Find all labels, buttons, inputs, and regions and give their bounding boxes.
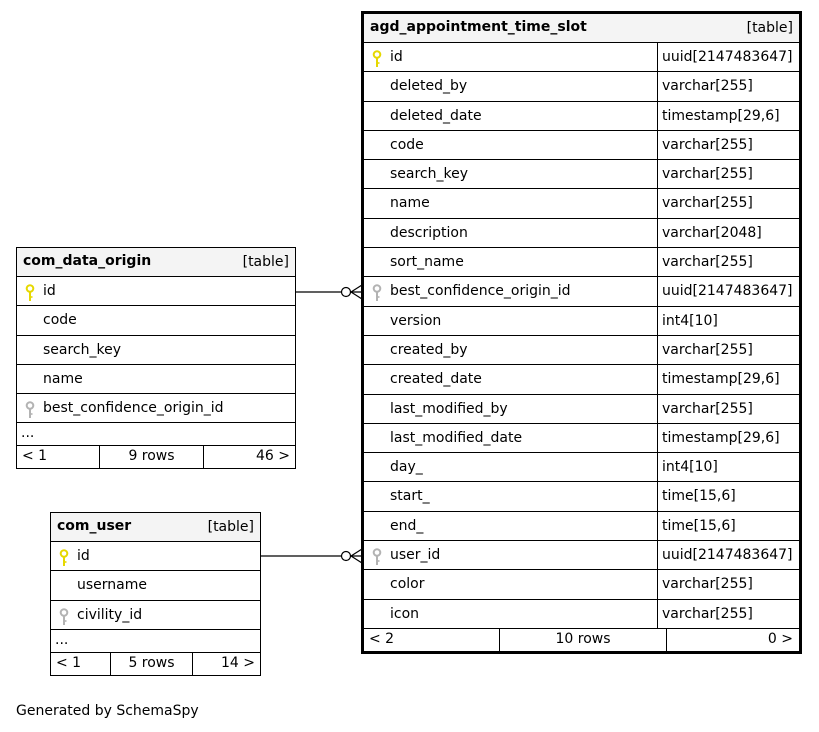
column-name: name (43, 370, 83, 387)
table-footer (364, 629, 799, 651)
column-name: last_modified_date (390, 429, 523, 446)
column-row[interactable] (364, 219, 799, 248)
column-row[interactable] (17, 394, 295, 423)
footer-children: 14 > (221, 654, 255, 671)
foreign-key-icon (25, 401, 35, 419)
column-type: varchar[255] (662, 166, 753, 183)
column-type: varchar[2048] (662, 224, 762, 241)
column-row[interactable] (364, 43, 799, 72)
relation-data-origin (296, 285, 362, 299)
column-name: description (390, 224, 468, 241)
column-name: name (390, 195, 430, 212)
column-name: best_confidence_origin_id (390, 283, 571, 300)
column-type: time[15,6] (662, 488, 736, 505)
column-name: deleted_by (390, 78, 468, 95)
column-name: code (390, 136, 424, 153)
column-name: sort_name (390, 254, 464, 271)
footer-parents: < 1 (22, 448, 48, 465)
column-name: created_by (390, 341, 468, 358)
table-kind: [table] (242, 254, 289, 270)
generator-credit: Generated by SchemaSpy (16, 703, 199, 719)
column-name: created_date (390, 371, 482, 388)
column-row[interactable] (364, 395, 799, 424)
column-type: varchar[255] (662, 136, 753, 153)
column-name: search_key (390, 166, 469, 183)
footer-row-count: 5 rows (128, 654, 175, 671)
column-name: start_ (390, 488, 430, 505)
column-type: varchar[255] (662, 400, 753, 417)
column-row[interactable] (17, 365, 295, 394)
table-footer (51, 653, 260, 675)
column-type: int4[10] (662, 459, 718, 476)
table-kind: [table] (207, 519, 254, 535)
column-row[interactable] (364, 102, 799, 131)
column-type: timestamp[29,6] (662, 371, 780, 388)
column-type: time[15,6] (662, 517, 736, 534)
column-type: varchar[255] (662, 78, 753, 95)
footer-row-count: 9 rows (128, 448, 175, 465)
footer-children: 46 > (256, 448, 290, 465)
column-type: uuid[2147483647] (662, 547, 793, 564)
primary-key-icon (25, 284, 35, 302)
column-name: icon (390, 605, 420, 622)
column-name: deleted_date (390, 107, 482, 124)
table-agd-appointment-time-slot[interactable] (361, 11, 802, 654)
column-name: username (77, 577, 147, 594)
table-header (364, 14, 799, 43)
column-row[interactable] (364, 541, 799, 570)
footer-parents: < 1 (56, 654, 82, 671)
column-name: code (43, 312, 77, 329)
table-footer (17, 446, 295, 468)
column-row[interactable] (364, 453, 799, 482)
column-type: uuid[2147483647] (662, 49, 793, 65)
table-name: com_user (57, 518, 132, 534)
relation-user (261, 549, 362, 563)
footer-children: 0 > (767, 630, 793, 647)
column-type: int4[10] (662, 312, 718, 329)
column-type: timestamp[29,6] (662, 429, 780, 446)
table-name: agd_appointment_time_slot (370, 19, 587, 35)
column-row[interactable] (364, 600, 799, 629)
table-header (17, 248, 295, 277)
column-row[interactable] (364, 160, 799, 189)
column-row[interactable] (364, 277, 799, 306)
column-row[interactable] (17, 306, 295, 335)
column-name: last_modified_by (390, 400, 508, 417)
column-name: best_confidence_origin_id (43, 400, 224, 417)
table-header (51, 513, 260, 542)
column-row[interactable] (51, 571, 260, 600)
column-row[interactable] (364, 365, 799, 394)
column-type: varchar[255] (662, 254, 753, 271)
footer-row-count: 10 rows (555, 630, 611, 647)
column-name: color (390, 576, 425, 593)
column-type: varchar[255] (662, 605, 753, 622)
table-com-data-origin[interactable] (16, 247, 296, 469)
column-row[interactable] (364, 482, 799, 511)
column-row[interactable] (364, 570, 799, 599)
foreign-key-icon (372, 548, 382, 566)
column-row[interactable] (364, 336, 799, 365)
column-row[interactable] (364, 424, 799, 453)
column-row[interactable] (17, 277, 295, 306)
primary-key-icon (372, 50, 382, 68)
column-type: timestamp[29,6] (662, 107, 780, 124)
column-row[interactable] (364, 248, 799, 277)
column-row[interactable] (51, 601, 260, 630)
foreign-key-icon (372, 284, 382, 302)
column-row[interactable] (17, 336, 295, 365)
table-com-user[interactable] (50, 512, 261, 676)
column-name: id (390, 49, 403, 65)
column-type: uuid[2147483647] (662, 283, 793, 300)
column-name: end_ (390, 517, 424, 534)
column-name: day_ (390, 459, 423, 476)
primary-key-icon (59, 549, 69, 567)
column-name: civility_id (77, 606, 143, 623)
column-type: varchar[255] (662, 341, 753, 358)
column-name: id (77, 548, 90, 564)
more-columns: ... (51, 630, 260, 653)
column-row[interactable] (364, 131, 799, 160)
column-type: varchar[255] (662, 195, 753, 212)
column-name: version (390, 312, 442, 329)
column-row[interactable] (364, 307, 799, 336)
more-columns: ... (17, 423, 295, 446)
footer-parents: < 2 (369, 630, 395, 647)
column-row[interactable] (364, 72, 799, 101)
table-name: com_data_origin (23, 253, 152, 269)
foreign-key-icon (59, 608, 69, 626)
column-row[interactable] (364, 512, 799, 541)
column-type: varchar[255] (662, 576, 753, 593)
column-name: user_id (390, 547, 441, 564)
column-row[interactable] (51, 542, 260, 571)
table-kind: [table] (746, 20, 793, 36)
column-name: id (43, 283, 56, 299)
column-row[interactable] (364, 189, 799, 218)
column-name: search_key (43, 341, 122, 358)
